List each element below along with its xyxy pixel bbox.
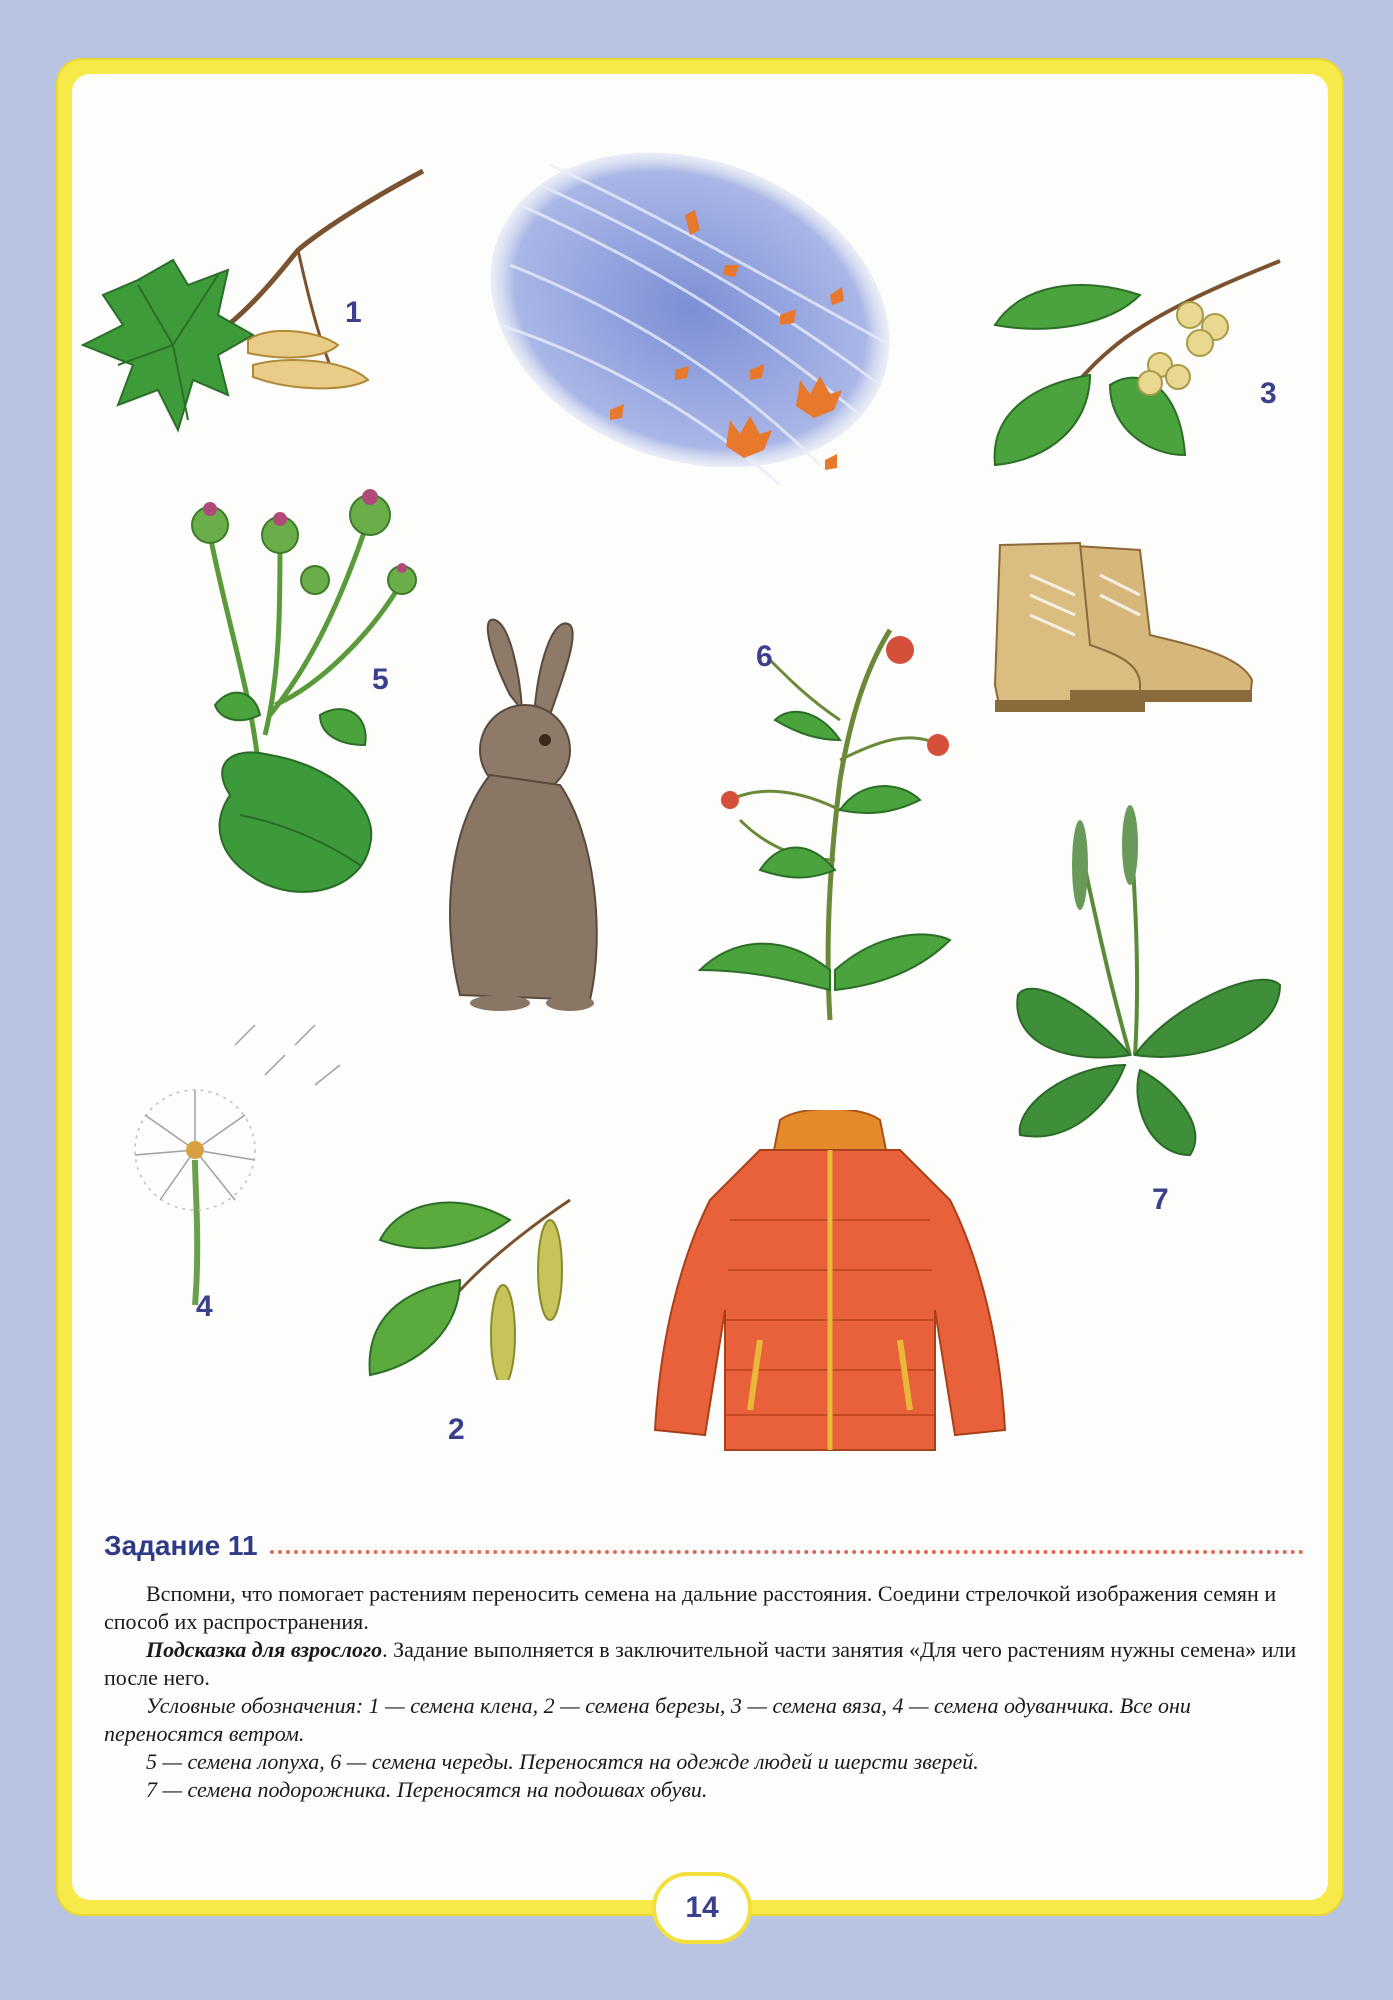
wind-icon [480, 145, 900, 505]
task-paragraph: Вспомни, что помогает растениям переносить семена на дальние расстояния. Соедини стрелочкой изображения семян и способ их распространения. [104, 1581, 1277, 1634]
label-1: 1 [345, 296, 362, 329]
page-number: 14 [652, 1872, 752, 1944]
jacket-icon [650, 1110, 1010, 1460]
dotted-divider [270, 1550, 1304, 1554]
label-5: 5 [372, 663, 389, 696]
label-6: 6 [756, 640, 773, 673]
hint-paragraph [104, 1636, 1304, 1692]
task-header [104, 1528, 1304, 1564]
birch-branch-icon [360, 1180, 580, 1380]
legend-line-3: 7 — семена подорожника. Переносятся на подошвах обуви. [146, 1777, 708, 1802]
boots-icon [990, 535, 1260, 715]
hare-icon [430, 615, 620, 1015]
hint-text: . Задание выполняется в заключительной части занятия «Для чего растениям нужны семена» или после него. [104, 1637, 1297, 1690]
label-4: 4 [196, 1290, 213, 1323]
plantain-icon [1010, 805, 1290, 1165]
label-3: 3 [1260, 377, 1277, 410]
legend-line-1: Условные обозначения: 1 — семена клена, 2 — семена березы, 3 — семена вяза, 4 — семена одуванчика. Все они переносятся ветром. [104, 1693, 1191, 1746]
task-title: Задание 11 [104, 1530, 258, 1561]
hint-label: Подсказка для взрослого [146, 1637, 383, 1662]
maple-seeds-icon [78, 165, 428, 455]
bidens-plant-icon [690, 610, 970, 1030]
label-7: 7 [1152, 1183, 1169, 1216]
legend-line-2: 5 — семена лопуха, 6 — семена череды. Переносятся на одежде людей и шерсти зверей. [146, 1749, 979, 1774]
elm-branch-icon [990, 255, 1290, 475]
task-text [104, 1580, 1304, 1804]
burdock-icon [170, 485, 430, 905]
dandelion-icon [115, 985, 355, 1315]
label-2: 2 [448, 1413, 465, 1446]
